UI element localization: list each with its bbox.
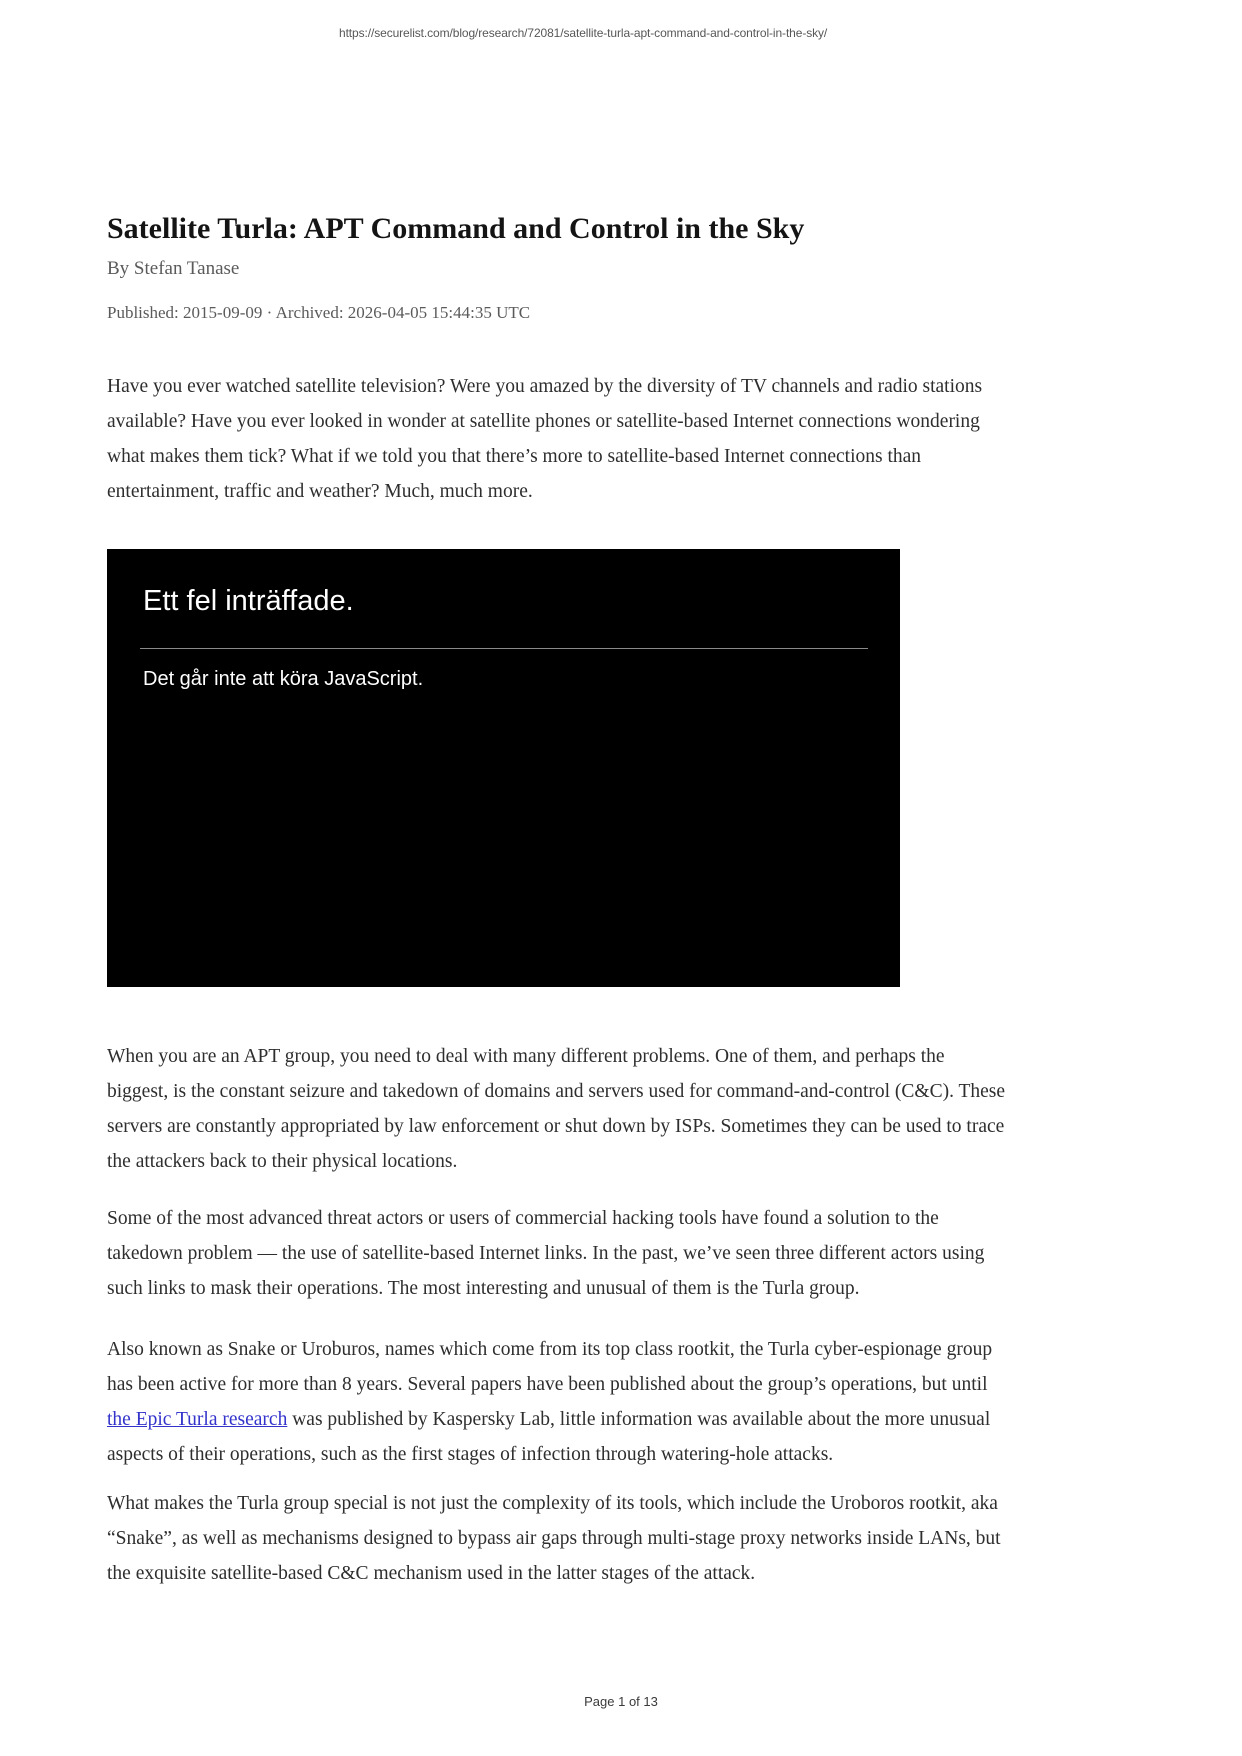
epic-turla-research-link[interactable]: the Epic Turla research: [107, 1408, 288, 1430]
video-embed-error-box: [107, 549, 900, 987]
paragraph-apt-problems: When you are an APT group, you need to deal with many different problems. One of them, and perhaps the biggest, is the constant seizure and takedown of domains and servers used for command-and-control (C&C). These servers are constantly appropriated by law enforcement or shut down by ISPs. Sometimes they can be used to trace the attackers back to their physical locations.: [107, 1045, 1006, 1172]
paragraph-turla-special: What makes the Turla group special is not just the complexity of its tools, which include the Uroboros rootkit, aka “Snake”, as well as mechanisms designed to bypass air gaps through multi-stage proxy networks inside LANs, but the exquisite satellite-based C&C mechanism used in the latter stages of the attack.: [107, 1492, 1001, 1584]
print-header-url: https://securelist.com/blog/research/72081/satellite-turla-apt-command-and-control-in-the-sky/: [339, 26, 828, 40]
paragraph-turla-background: [107, 1332, 1007, 1472]
paragraph-intro: Have you ever watched satellite television? Were you amazed by the diversity of TV channels and radio stations available? Have you ever looked in wonder at satellite phones or satellite-based Internet connections wondering what makes them tick? What if we told you that there’s more to satellite-based Internet connections than entertainment, traffic and weather? Much, much more.: [107, 375, 983, 502]
article-published-meta: Published: 2015-09-09 · Archived: 2026-04-05 15:44:35 UTC: [107, 303, 531, 322]
embed-error-message: Det går inte att köra JavaScript.: [143, 668, 424, 690]
page-footer: Page 1 of 13: [584, 1694, 658, 1709]
paragraph-turla-background-before-link: Also known as Snake or Uroburos, names which come from its top class rootkit, the Turla cyber-espionage group has been active for more than 8 years. Several papers have been published about the group’s operations, but until: [107, 1338, 993, 1395]
paragraph-turla-background-after-link: was published by Kaspersky Lab, little information was available about the more unusual aspects of their operations, such as the first stages of infection through watering-hole attacks.: [107, 1408, 991, 1465]
paragraph-satellite-solution: Some of the most advanced threat actors or users of commercial hacking tools have found a solution to the takedown problem — the use of satellite-based Internet links. In the past, we’ve seen three different actors using such links to mask their operations. The most interesting and unusual of them is the Turla group.: [107, 1207, 985, 1299]
article-byline: By Stefan Tanase: [107, 258, 240, 279]
embed-error-title: Ett fel inträffade.: [143, 585, 354, 617]
embed-error-divider: [140, 648, 868, 649]
page-title: Satellite Turla: APT Command and Control in the Sky: [107, 212, 805, 246]
